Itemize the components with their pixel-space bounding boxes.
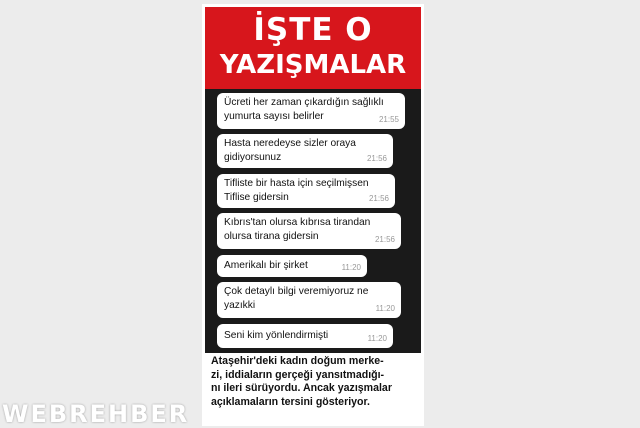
headline-line-2: YAZIŞMALAR [219, 50, 407, 80]
message-time: 21:56 [368, 194, 389, 203]
caption-line: nı ileri sürüyordu. Ancak yazışmalar [211, 382, 392, 395]
message-text: Tifliste bir hasta için seçilmişsen [224, 178, 369, 189]
message-text: Çok detaylı bilgi veremiyoruz ne [224, 286, 369, 297]
message-bubble [217, 134, 393, 168]
message-bubble [217, 93, 405, 129]
message-time: 11:20 [375, 304, 395, 313]
message-text: Kıbrıs'tan olursa kıbrısa tirandan [224, 217, 371, 228]
message-text: Amerikalı bir şirket [224, 260, 308, 271]
message-text: olursa tirana gidersin [224, 231, 319, 242]
message-time: 21:56 [374, 235, 395, 244]
message-text: Tiflise gidersin [224, 192, 289, 203]
headline-banner [205, 7, 421, 89]
news-clipping [202, 4, 424, 426]
message-bubble [217, 324, 393, 348]
message-text: yazıkki [224, 300, 256, 311]
message-text: Ücreti her zaman çıkardığın sağlıklı [224, 97, 384, 108]
message-time: 21:55 [378, 115, 399, 124]
message-bubble [217, 213, 401, 249]
message-bubble [217, 174, 395, 208]
caption-line: zi, iddiaların gerçeği yansıtmadığı- [211, 368, 385, 381]
watermark-logo: WEBREHBER [2, 400, 190, 428]
message-bubble [217, 282, 401, 318]
chat-screenshot [205, 89, 421, 353]
caption-line: Ataşehir'deki kadın doğum merke- [211, 355, 384, 367]
message-text: gidiyorsunuz [224, 152, 282, 163]
headline-line-1: İŞTE O [253, 12, 373, 48]
message-bubble [217, 255, 367, 277]
message-time: 11:20 [367, 334, 387, 343]
caption-line: açıklamaların tersini gösteriyor. [211, 395, 370, 408]
message-text: yumurta sayısı belirler [224, 111, 324, 122]
message-time: 21:56 [366, 154, 387, 163]
message-time: 11:20 [341, 263, 361, 272]
message-text: Hasta neredeyse sizler oraya [224, 138, 356, 149]
message-text: Seni kim yönlendirmişti [224, 330, 329, 341]
caption-text [205, 355, 421, 409]
